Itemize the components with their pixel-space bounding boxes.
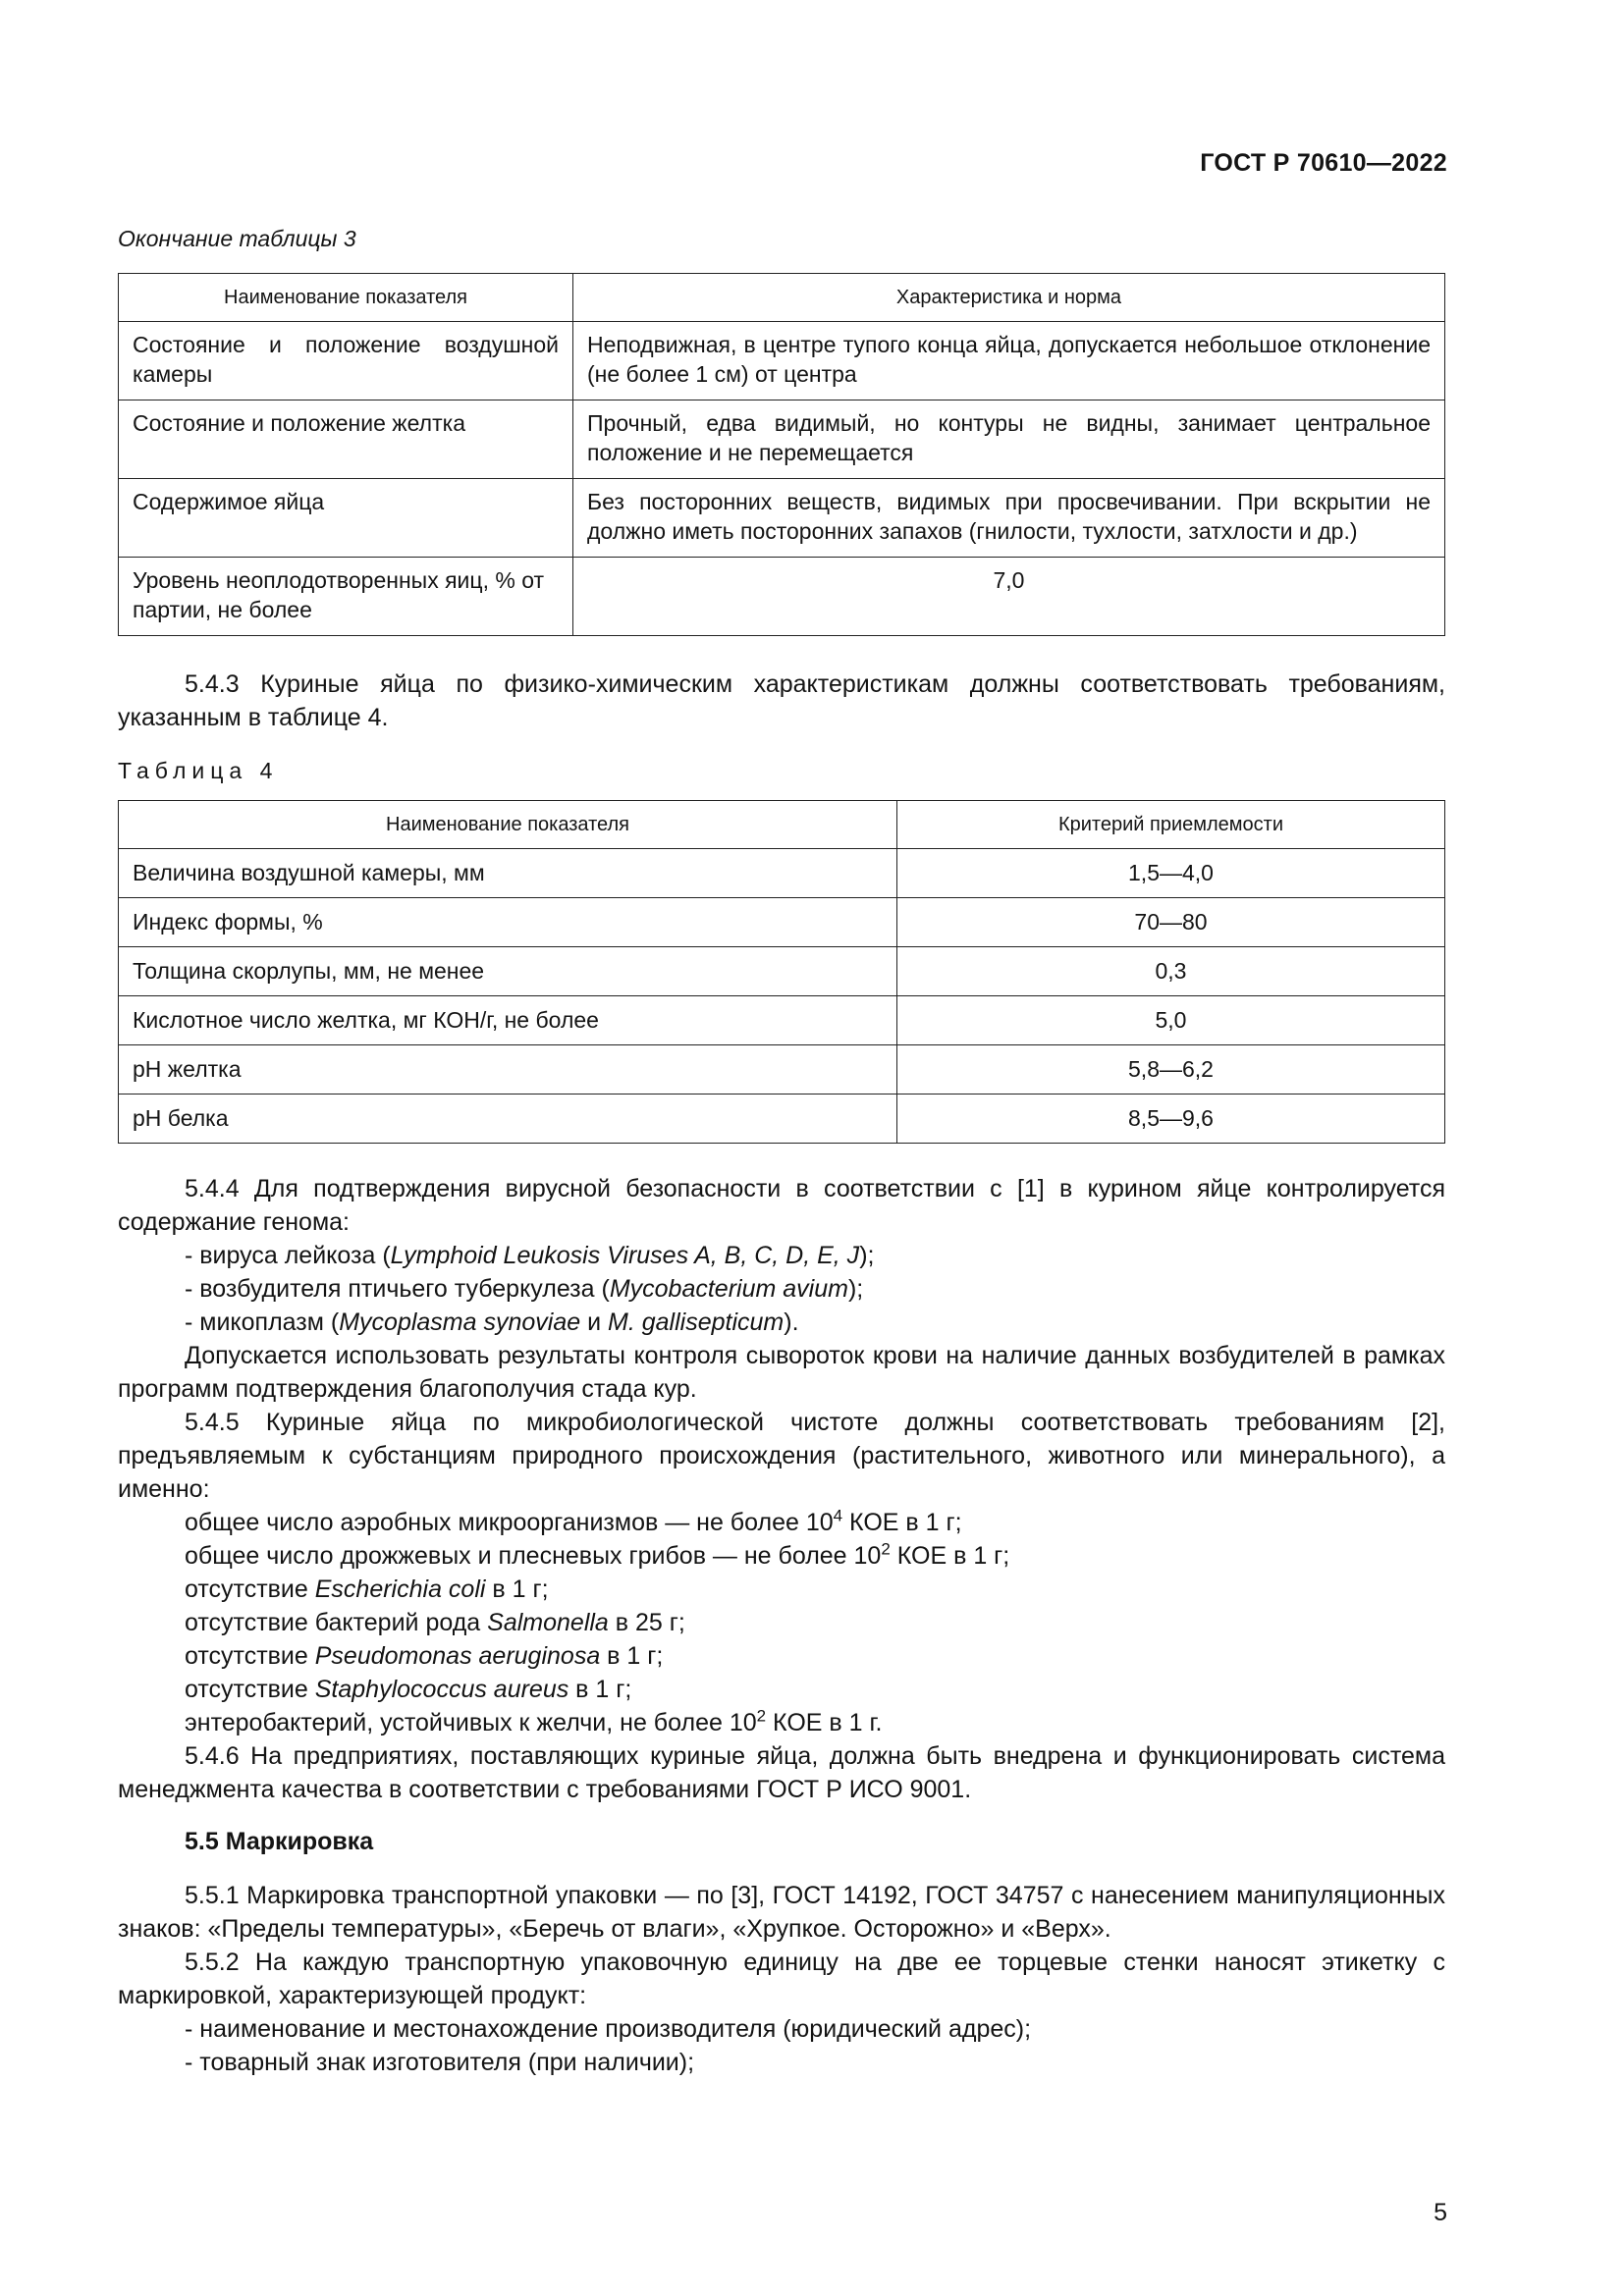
table4-label: Таблица 4 (118, 758, 279, 783)
table-cell-name: Величина воздушной камеры, мм (119, 849, 897, 898)
paragraph-5-4-5: 5.4.5 Куриные яйца по микробиологической чистоте должны соответствовать требованиям [2], предъявляемым к субстанциям природного происхождения (растительного, животного или минерального), а именно: (118, 1409, 1445, 1503)
list-item: общее число аэробных микроорганизмов — не более $10^4$ КОЕ в 1 г; (185, 1506, 962, 1536)
table-cell-name: Уровень неоплодотворенных яиц, % от партии, не более (119, 558, 573, 636)
table-3 (118, 273, 1445, 636)
table-cell-name: Состояние и положение желтка (119, 400, 573, 479)
table-row (119, 400, 1445, 479)
table-row (119, 558, 1445, 636)
paragraph-5-4-3: 5.4.3 Куриные яйца по физико-химическим характеристикам должны соответствовать требованиям, указанным в таблице 4. (118, 670, 1445, 731)
table-header-cell: Наименование показателя (119, 274, 573, 322)
table-cell-value: 5,0 (897, 996, 1445, 1045)
list-item: - наименование и местонахождение производителя (юридический адрес); (185, 2015, 1032, 2043)
list-item: - возбудителя птичьего туберкулеза (Mycobacterium avium); (185, 1275, 864, 1303)
table-cell-value: 8,5—9,6 (897, 1095, 1445, 1144)
table-cell-value: 70—80 (897, 898, 1445, 947)
table-header-cell: Характеристика и норма (573, 274, 1445, 322)
table-row (119, 322, 1445, 400)
list-item: общее число дрожжевых и плесневых грибов — не более $10^2$ КОЕ в 1 г; (185, 1539, 1010, 1570)
table-row (119, 947, 1445, 996)
table-cell-name: Индекс формы, % (119, 898, 897, 947)
table-row (119, 1045, 1445, 1095)
list-item: отсутствие Escherichia coli в 1 г; (185, 1575, 549, 1603)
table-row (119, 1095, 1445, 1144)
table-header-row (119, 801, 1445, 849)
list-item: - микоплазм (Mycoplasma synoviae и M. gallisepticum). (185, 1308, 799, 1336)
table-row (119, 898, 1445, 947)
paragraph-5-4-4: 5.4.4 Для подтверждения вирусной безопасности в соответствии с [1] в курином яйце контролируется содержание генома: (118, 1175, 1445, 1236)
table-cell-name: Содержимое яйца (119, 479, 573, 558)
table-cell-name: Толщина скорлупы, мм, не менее (119, 947, 897, 996)
table-cell-value: Неподвижная, в центре тупого конца яйца, допускается небольшое отклонение (не более 1 см) от центра (573, 322, 1445, 400)
table-cell-value: Прочный, едва видимый, но контуры не видны, занимает центральное положение и не перемещается (573, 400, 1445, 479)
table-cell-name: pH белка (119, 1095, 897, 1144)
table-header-cell: Критерий приемлемости (897, 801, 1445, 849)
list-item: - товарный знак изготовителя (при наличии); (185, 2049, 695, 2076)
table3-caption: Окончание таблицы 3 (118, 226, 356, 251)
list-item: отсутствие Staphylococcus aureus в 1 г; (185, 1676, 632, 1703)
table-row (119, 479, 1445, 558)
table-cell-value: 0,3 (897, 947, 1445, 996)
table-4 (118, 800, 1445, 1144)
table-cell-value: 7,0 (573, 558, 1445, 636)
paragraph-5-4-6: 5.4.6 На предприятиях, поставляющих куриные яйца, должна быть внедрена и функционировать система менеджмента качества в соответствии с требованиями ГОСТ Р ИСО 9001. (118, 1742, 1445, 1803)
table-cell-value: Без посторонних веществ, видимых при просвечивании. При вскрытии не должно иметь посторонних запахов (гнилости, тухлости, затхлости и др.) (573, 479, 1445, 558)
table-row (119, 849, 1445, 898)
table-header-row (119, 274, 1445, 322)
table-cell-value: 1,5—4,0 (897, 849, 1445, 898)
list-item: энтеробактерий, устойчивых к желчи, не более $10^2$ КОЕ в 1 г. (185, 1706, 883, 1736)
table-row (119, 996, 1445, 1045)
page-number: 5 (1434, 2199, 1447, 2226)
paragraph-5-5-1: 5.5.1 Маркировка транспортной упаковки — по [3], ГОСТ 14192, ГОСТ 34757 с нанесением манипуляционных знаков: «Пределы температуры», «Беречь от влаги», «Хрупкое. Осторожно» и «Верх». (118, 1882, 1445, 1943)
paragraph-5-4-4-note: Допускается использовать результаты контроля сывороток крови на наличие данных возбудителей в рамках программ подтверждения благополучия стада кур. (118, 1342, 1445, 1403)
table-cell-name: Кислотное число желтка, мг КОН/г, не более (119, 996, 897, 1045)
list-item: - вируса лейкоза (Lymphoid Leukosis Viruses A, B, C, D, E, J); (185, 1242, 875, 1269)
section-title-5-5: 5.5 Маркировка (185, 1828, 374, 1855)
table-header-cell: Наименование показателя (119, 801, 897, 849)
document-id-header: ГОСТ Р 70610—2022 (1200, 149, 1447, 177)
table-cell-name: pH желтка (119, 1045, 897, 1095)
table-cell-value: 5,8—6,2 (897, 1045, 1445, 1095)
paragraph-5-5-2: 5.5.2 На каждую транспортную упаковочную единицу на две ее торцевые стенки наносят этикетку с маркировкой, характеризующей продукт: (118, 1949, 1445, 2009)
list-item: отсутствие бактерий рода Salmonella в 25 г; (185, 1609, 685, 1636)
list-item: отсутствие Pseudomonas aeruginosa в 1 г; (185, 1642, 664, 1670)
table-cell-name: Состояние и положение воздушной камеры (119, 322, 573, 400)
